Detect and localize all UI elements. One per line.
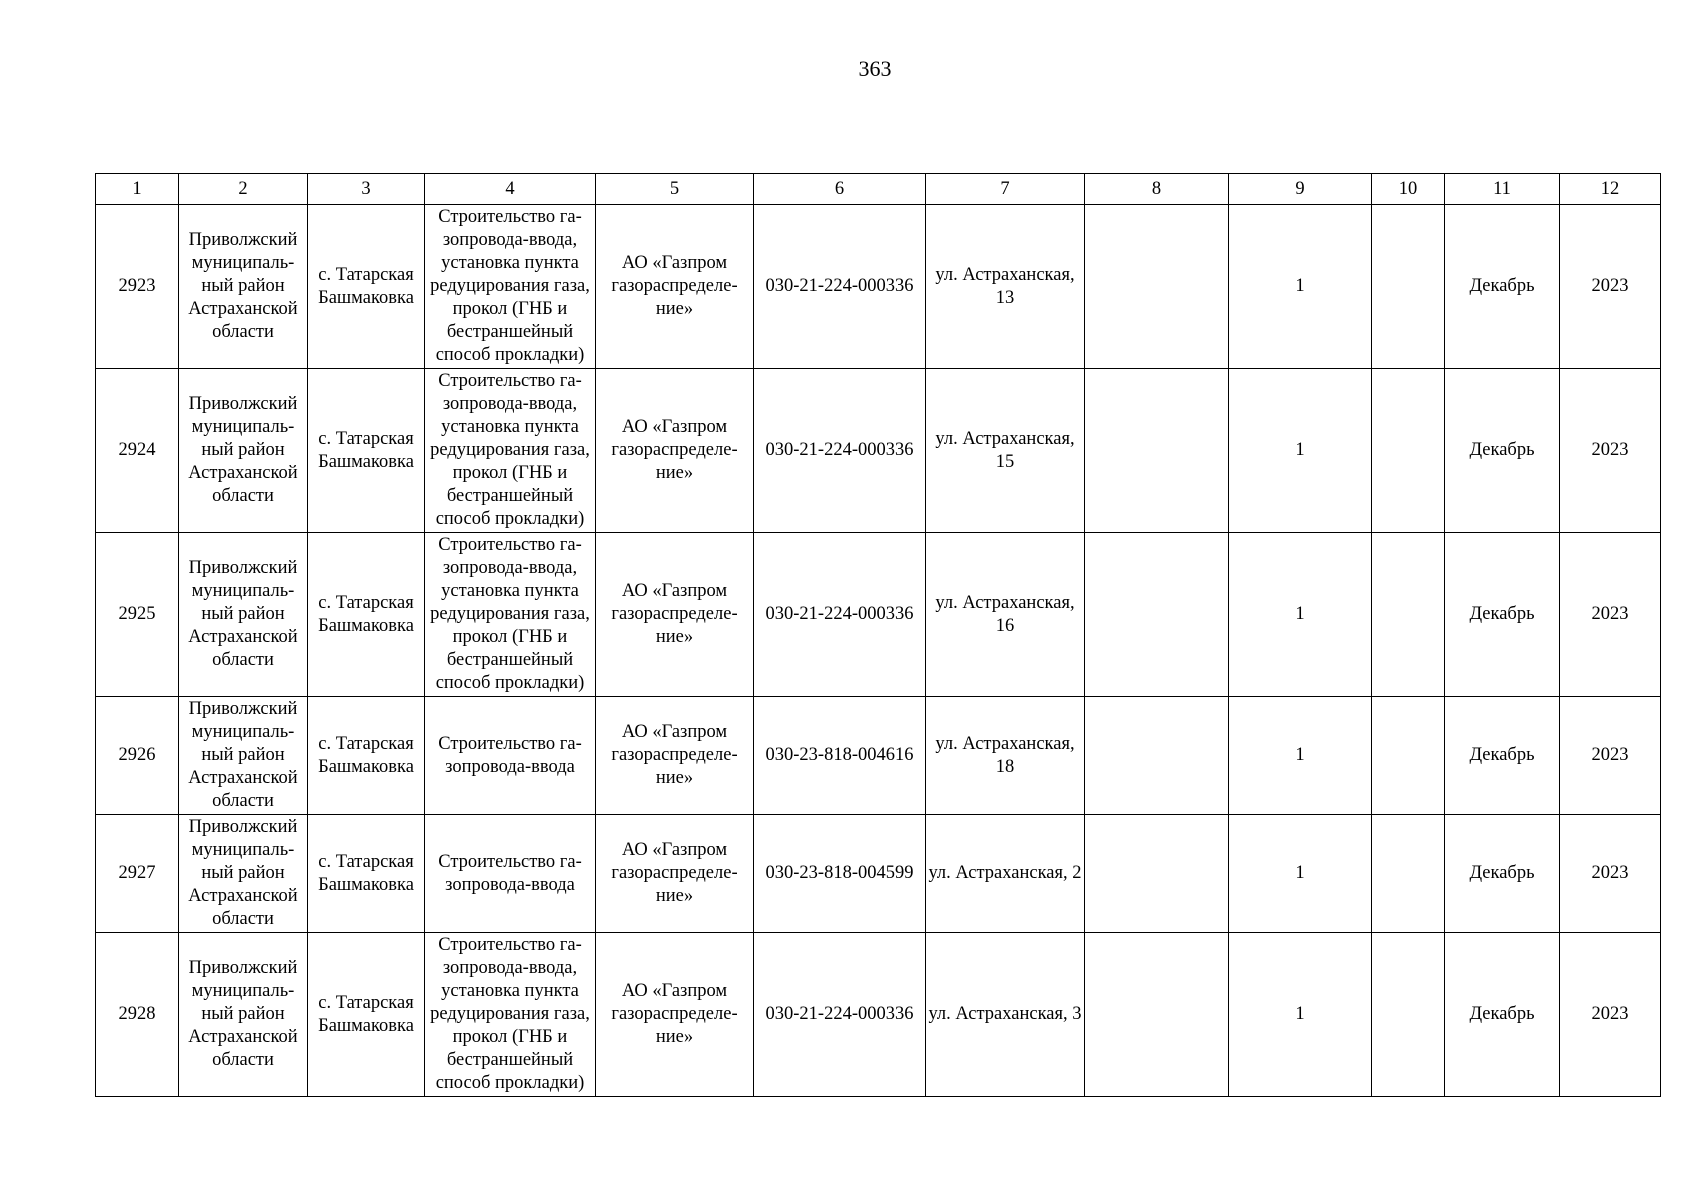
column-9-cell: 1 (1229, 369, 1372, 533)
work-description-cell: Строительство га-зопровода-ввода, установка пункта редуцирования газа, прокол (ГНБ и бестраншейный способ прокладки) (425, 933, 596, 1097)
column-10-cell (1372, 205, 1445, 369)
column-10-cell (1372, 369, 1445, 533)
column-header: 9 (1229, 174, 1372, 205)
column-header: 4 (425, 174, 596, 205)
district-cell: Приволжский муниципаль-ный район Астраханской области (179, 697, 308, 815)
organization-cell: АО «Газпром газораспределе-ние» (596, 815, 754, 933)
column-9-cell: 1 (1229, 933, 1372, 1097)
year-cell: 2023 (1560, 369, 1661, 533)
settlement-cell: с. Татарская Башмаковка (308, 205, 425, 369)
column-header: 3 (308, 174, 425, 205)
column-header: 2 (179, 174, 308, 205)
column-9-cell: 1 (1229, 815, 1372, 933)
work-description-cell: Строительство га-зопровода-ввода, установка пункта редуцирования газа, прокол (ГНБ и бестраншейный способ прокладки) (425, 533, 596, 697)
column-8-cell (1085, 533, 1229, 697)
code-cell: 030-21-224-000336 (754, 933, 926, 1097)
table-row (96, 933, 1661, 1097)
settlement-cell: с. Татарская Башмаковка (308, 369, 425, 533)
column-8-cell (1085, 369, 1229, 533)
row-number: 2926 (96, 697, 179, 815)
address-cell: ул. Астраханская, 18 (926, 697, 1085, 815)
table-row (96, 533, 1661, 697)
year-cell: 2023 (1560, 533, 1661, 697)
code-cell: 030-21-224-000336 (754, 533, 926, 697)
district-cell: Приволжский муниципаль-ный район Астраханской области (179, 205, 308, 369)
table-row (96, 369, 1661, 533)
district-cell: Приволжский муниципаль-ный район Астраханской области (179, 369, 308, 533)
column-header: 8 (1085, 174, 1229, 205)
address-cell: ул. Астраханская, 13 (926, 205, 1085, 369)
address-cell: ул. Астраханская, 3 (926, 933, 1085, 1097)
settlement-cell: с. Татарская Башмаковка (308, 533, 425, 697)
work-description-cell: Строительство га-зопровода-ввода, установка пункта редуцирования газа, прокол (ГНБ и бестраншейный способ прокладки) (425, 369, 596, 533)
column-8-cell (1085, 697, 1229, 815)
column-header: 6 (754, 174, 926, 205)
organization-cell: АО «Газпром газораспределе-ние» (596, 697, 754, 815)
year-cell: 2023 (1560, 933, 1661, 1097)
address-cell: ул. Астраханская, 15 (926, 369, 1085, 533)
month-cell: Декабрь (1445, 205, 1560, 369)
settlement-cell: с. Татарская Башмаковка (308, 815, 425, 933)
address-cell: ул. Астраханская, 16 (926, 533, 1085, 697)
column-header: 10 (1372, 174, 1445, 205)
year-cell: 2023 (1560, 697, 1661, 815)
row-number: 2924 (96, 369, 179, 533)
organization-cell: АО «Газпром газораспределе-ние» (596, 933, 754, 1097)
work-description-cell: Строительство га-зопровода-ввода (425, 697, 596, 815)
table-row (96, 815, 1661, 933)
register-table (95, 173, 1661, 1097)
column-header: 5 (596, 174, 754, 205)
work-description-cell: Строительство га-зопровода-ввода, установка пункта редуцирования газа, прокол (ГНБ и бестраншейный способ прокладки) (425, 205, 596, 369)
code-cell: 030-23-818-004616 (754, 697, 926, 815)
organization-cell: АО «Газпром газораспределе-ние» (596, 369, 754, 533)
code-cell: 030-21-224-000336 (754, 369, 926, 533)
district-cell: Приволжский муниципаль-ный район Астраханской области (179, 533, 308, 697)
column-9-cell: 1 (1229, 533, 1372, 697)
code-cell: 030-23-818-004599 (754, 815, 926, 933)
month-cell: Декабрь (1445, 697, 1560, 815)
column-10-cell (1372, 533, 1445, 697)
page-number: 363 (858, 56, 892, 81)
column-header: 12 (1560, 174, 1661, 205)
settlement-cell: с. Татарская Башмаковка (308, 933, 425, 1097)
month-cell: Декабрь (1445, 815, 1560, 933)
row-number: 2923 (96, 205, 179, 369)
column-8-cell (1085, 933, 1229, 1097)
month-cell: Декабрь (1445, 533, 1560, 697)
row-number: 2928 (96, 933, 179, 1097)
row-number: 2927 (96, 815, 179, 933)
column-10-cell (1372, 697, 1445, 815)
column-header: 11 (1445, 174, 1560, 205)
organization-cell: АО «Газпром газораспределе-ние» (596, 205, 754, 369)
column-10-cell (1372, 815, 1445, 933)
address-cell: ул. Астраханская, 2 (926, 815, 1085, 933)
work-description-cell: Строительство га-зопровода-ввода (425, 815, 596, 933)
column-9-cell: 1 (1229, 205, 1372, 369)
column-header: 1 (96, 174, 179, 205)
district-cell: Приволжский муниципаль-ный район Астраханской области (179, 933, 308, 1097)
month-cell: Декабрь (1445, 369, 1560, 533)
table-row (96, 697, 1661, 815)
settlement-cell: с. Татарская Башмаковка (308, 697, 425, 815)
organization-cell: АО «Газпром газораспределе-ние» (596, 533, 754, 697)
column-9-cell: 1 (1229, 697, 1372, 815)
code-cell: 030-21-224-000336 (754, 205, 926, 369)
month-cell: Декабрь (1445, 933, 1560, 1097)
year-cell: 2023 (1560, 205, 1661, 369)
district-cell: Приволжский муниципаль-ный район Астраханской области (179, 815, 308, 933)
table-row (96, 205, 1661, 369)
column-8-cell (1085, 205, 1229, 369)
year-cell: 2023 (1560, 815, 1661, 933)
column-8-cell (1085, 815, 1229, 933)
column-10-cell (1372, 933, 1445, 1097)
column-header: 7 (926, 174, 1085, 205)
column-number-row (96, 174, 1661, 205)
row-number: 2925 (96, 533, 179, 697)
